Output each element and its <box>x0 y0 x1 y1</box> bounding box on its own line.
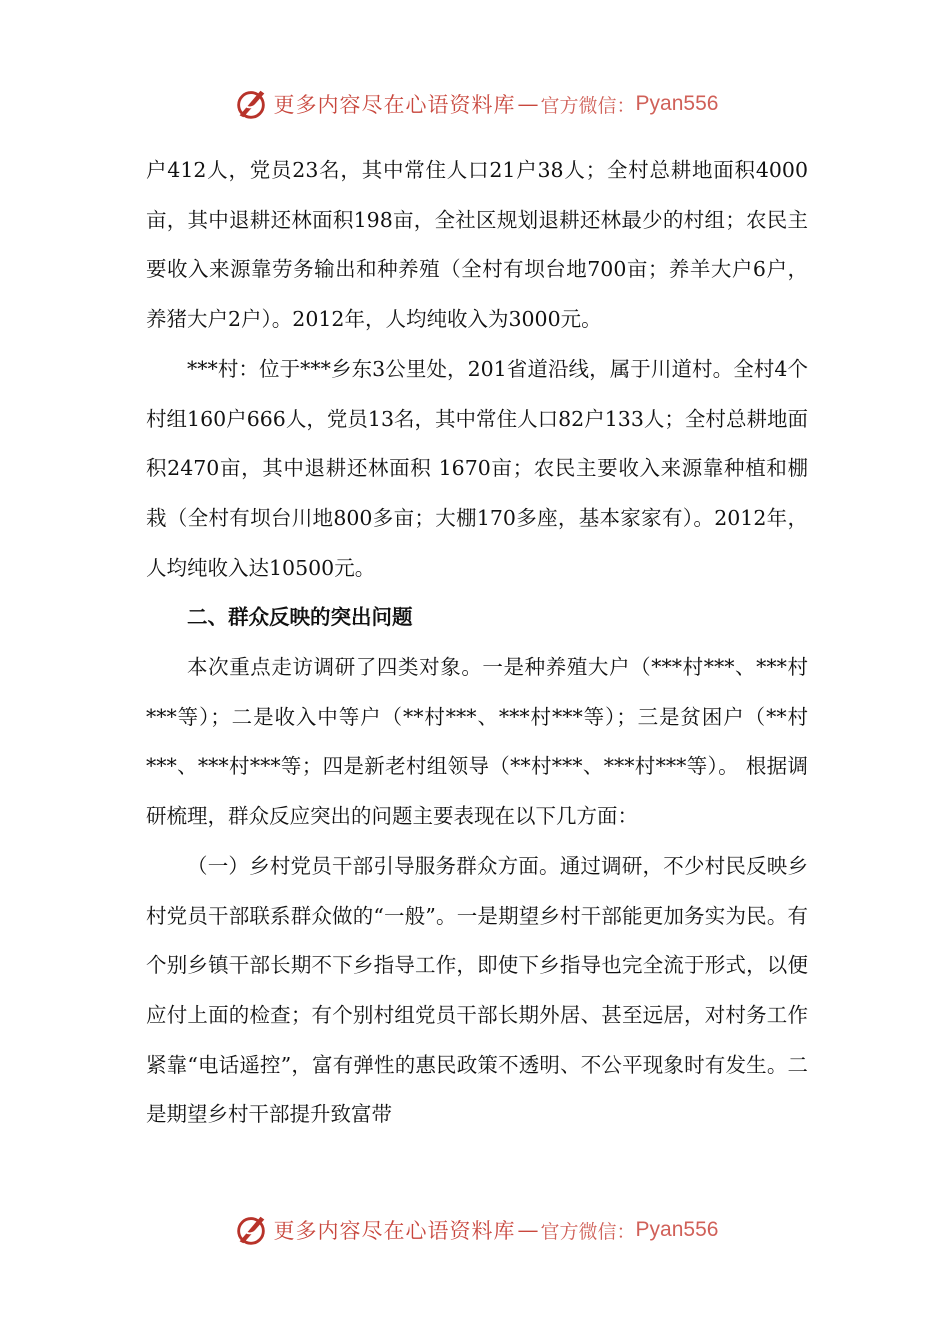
footer-watermark <box>0 1210 950 1250</box>
banner-wechat-label: 官方微信： <box>540 94 636 117</box>
document-body <box>146 146 808 1140</box>
paragraph-village-1: 户412人，党员23名，其中常住人口21户38人；全村总耕地面积4000亩，其中退耕还林面积198亩，全社区规划退耕还林最少的村组；农民主要收入来源靠劳务输出和种养殖（全村有坝台地700亩；养羊大户6户，养猪大户2户）。2012年，人均纯收入为3000元。 <box>146 158 808 332</box>
banner-brand: 更多内容尽在心语资料库 <box>273 1219 516 1243</box>
banner-dash: — <box>517 1218 539 1242</box>
banner-brand: 更多内容尽在心语资料库 <box>273 93 516 117</box>
banner-wechat-id: Pyan556 <box>635 1218 719 1241</box>
banner-wechat-label: 官方微信： <box>540 1220 636 1243</box>
paragraph-survey: 本次重点走访调研了四类对象。一是种养殖大户（***村***、***村***等）；二是收入中等户（**村***、***村***等）；三是贫困户（**村***、***村***等；四是新老村组领导（**村***、***村***等）。 根据调研梳理，群众反应突出的问题主要表现在以下几方面： <box>146 655 808 829</box>
pen-logo-icon <box>232 1211 270 1249</box>
paragraph-village-2: ***村：位于***乡东3公里处，201省道沿线，属于川道村。全村4个村组160户666人，党员13名，其中常住人口82户133人；全村总耕地面积2470亩，其中退耕还林面积 1670亩；农民主要收入来源靠种植和棚栽（全村有坝台川地800多亩；大棚170多座，基本家家有）。2012年，人均纯收入达10500元。 <box>146 356 808 580</box>
banner-wechat-id: Pyan556 <box>635 92 719 115</box>
paragraph-issue-1: （一）乡村党员干部引导服务群众方面。通过调研，不少村民反映乡村党员干部联系群众做的“一般”。一是期望乡村干部能更加务实为民。有个别乡镇干部长期不下乡指导工作，即使下乡指导也完全流于形式，以便应付上面的检查；有个别村组党员干部长期外居、甚至远居，对村务工作紧靠“电话遥控”，富有弹性的惠民政策不透明、不公平现象时有发生。二是期望乡村干部提升致富带 <box>146 853 808 1127</box>
pen-logo-icon <box>232 85 270 123</box>
banner-dash: — <box>517 92 539 116</box>
section-heading: 二、群众反映的突出问题 <box>187 605 413 630</box>
header-watermark <box>0 84 950 124</box>
